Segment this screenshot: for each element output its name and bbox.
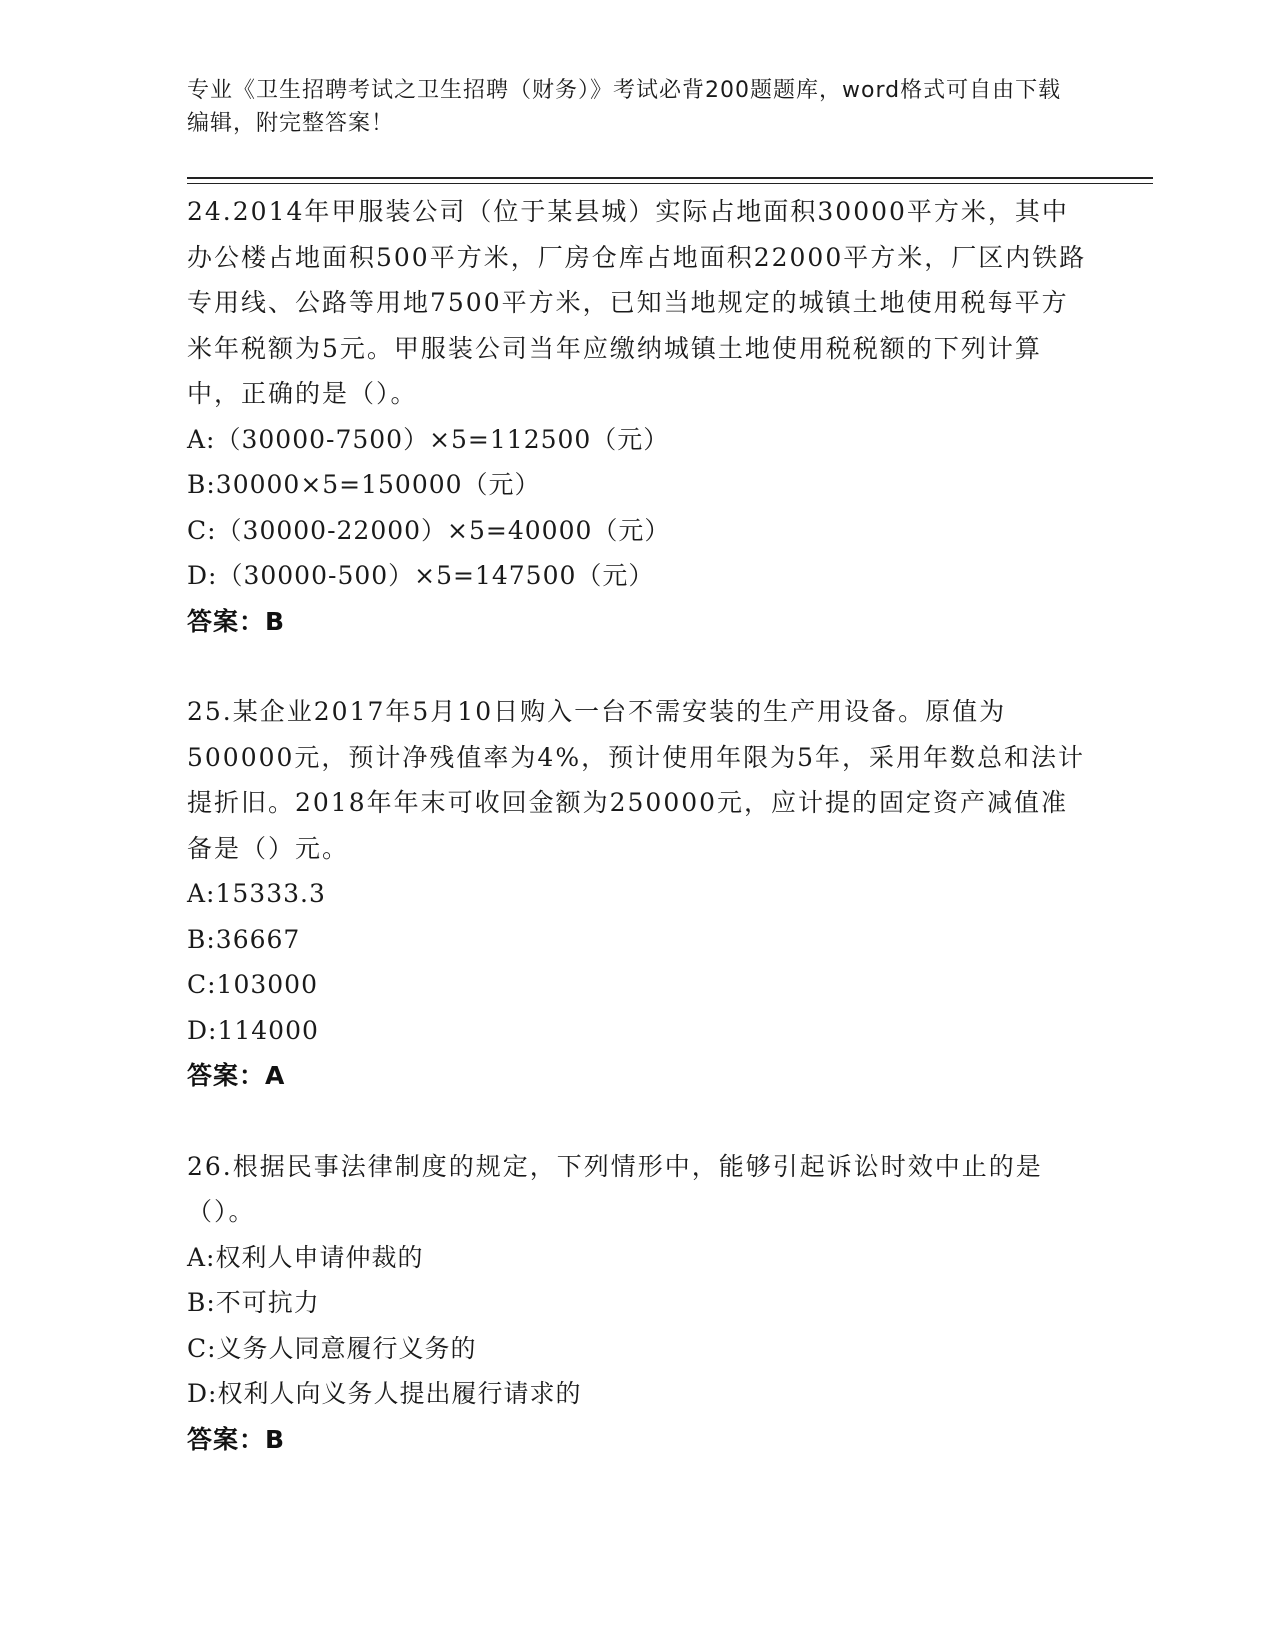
option-a: A:15333.3 bbox=[187, 879, 326, 908]
option-a: A:权利人申请仲裁的 bbox=[187, 1242, 424, 1272]
question-spacer bbox=[187, 1099, 1087, 1144]
question-list bbox=[187, 189, 1087, 1462]
option-d: D:114000 bbox=[187, 1015, 319, 1045]
header-divider-thin bbox=[187, 183, 1153, 184]
answer-line: 答案：A bbox=[187, 1061, 286, 1090]
question-stem: 26.根据民事法律制度的规定，下列情形中，能够引起诉讼时效中止的是（）。 bbox=[187, 1151, 1043, 1226]
option-c: C:（30000-22000）×5=40000（元） bbox=[187, 515, 671, 545]
question-24 bbox=[187, 189, 1087, 644]
answer-line: 答案：B bbox=[187, 1424, 286, 1454]
question-26 bbox=[187, 1144, 1087, 1463]
option-c: C:103000 bbox=[187, 970, 318, 999]
question-25 bbox=[187, 689, 1087, 1099]
option-d: D:（30000-500）×5=147500（元） bbox=[187, 561, 655, 590]
document-header: 专业《卫生招聘考试之卫生招聘（财务）》考试必背200题题库，word格式可自由下载编辑，附完整答案！ bbox=[187, 78, 1062, 136]
option-c: C:义务人同意履行义务的 bbox=[187, 1333, 477, 1363]
answer-line: 答案：B bbox=[187, 606, 286, 636]
option-b: B:30000×5=150000（元） bbox=[187, 470, 541, 499]
question-stem: 25.某企业2017年5月10日购入一台不需安装的生产用设备。原值为500000元，预计净残值率为4%，预计使用年限为5年，采用年数总和法计提折旧。2018年年末可收回金额为250000元，应计提的固定资产减值准备是（）元。 bbox=[187, 697, 1086, 863]
option-b: B:36667 bbox=[187, 924, 301, 954]
question-spacer bbox=[187, 644, 1087, 689]
question-stem: 24.2014年甲服装公司（位于某县城）实际占地面积30000平方米，其中办公楼占地面积500平方米，厂房仓库占地面积22000平方米，厂区内铁路专用线、公路等用地7500平方米，已知当地规定的城镇土地使用税每平方米年税额为5元。甲服装公司当年应缴纳城镇土地使用税税额的下列计算中，正确的是（）。 bbox=[187, 197, 1087, 408]
option-d: D:权利人向义务人提出履行请求的 bbox=[187, 1379, 582, 1408]
header-divider-thick bbox=[187, 177, 1153, 179]
option-a: A:（30000-7500）×5=112500（元） bbox=[187, 424, 670, 454]
option-b: B:不可抗力 bbox=[187, 1288, 320, 1317]
